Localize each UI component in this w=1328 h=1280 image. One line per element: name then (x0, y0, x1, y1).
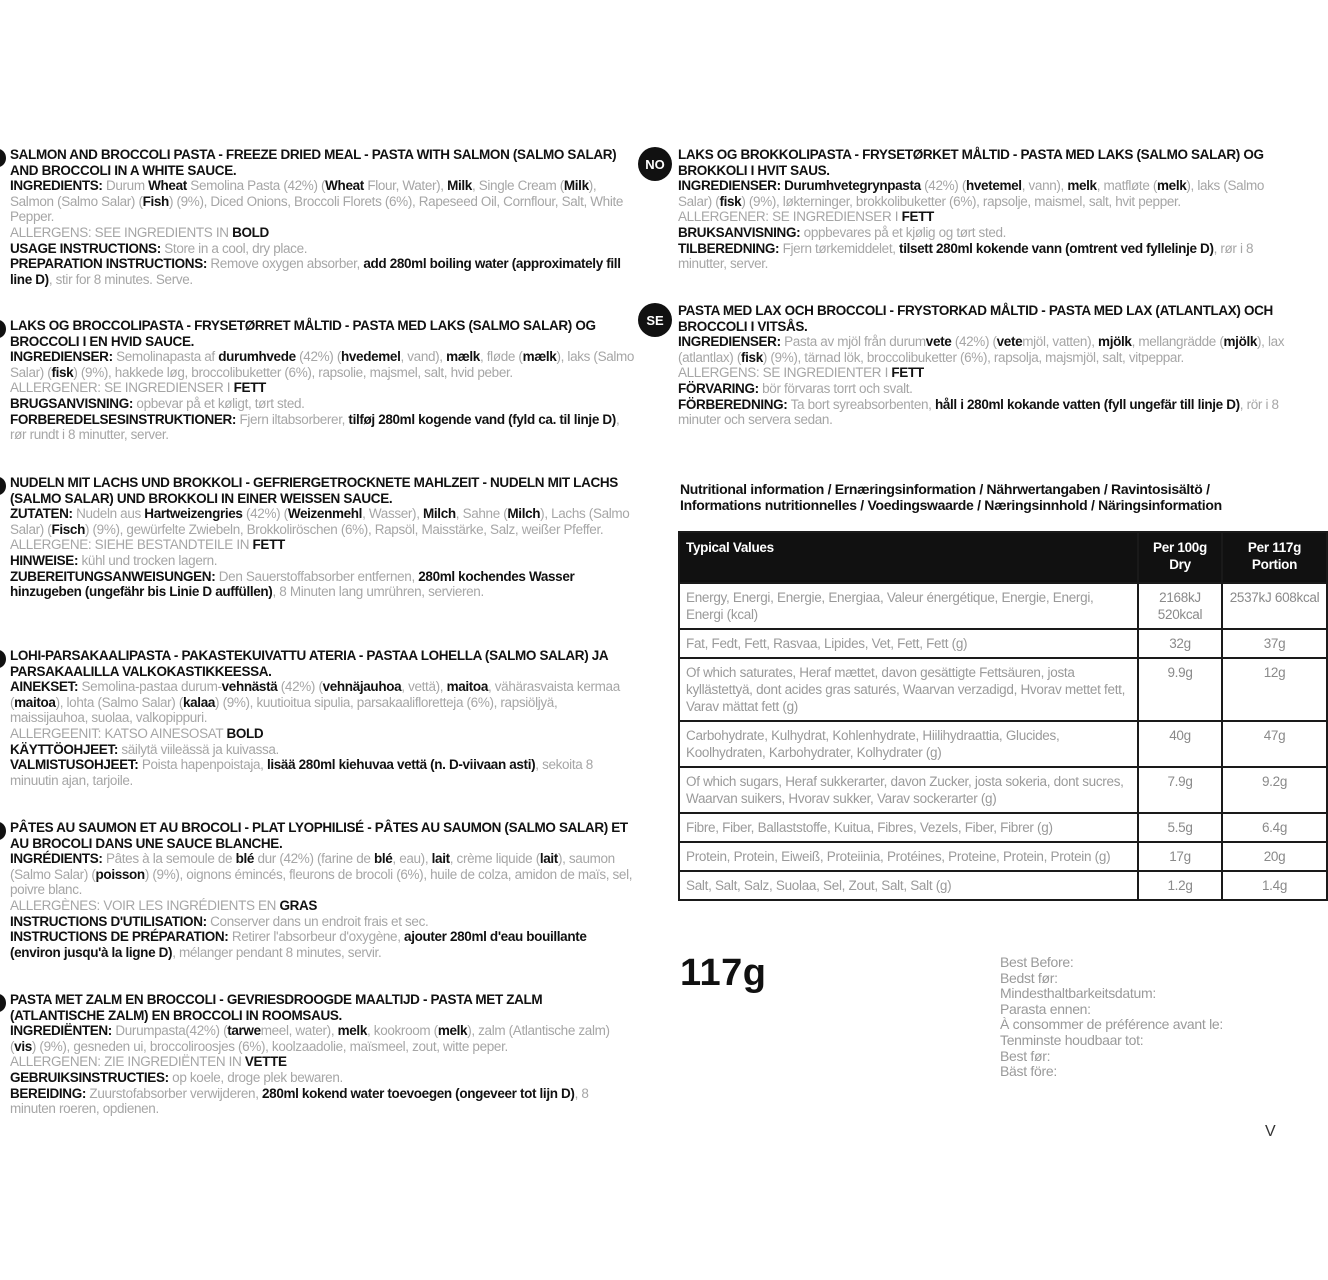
body-text: Remove oxygen absorber, (207, 256, 364, 272)
section-title: PASTA MET ZALM EN BROCCOLI - GEVRIESDROOGDE MAALTIJD - PASTA MET ZALM (ATLANTISCHE ZALM) EN BROCCOLI IN ROOMSAUS. (10, 992, 543, 1023)
bold-text: poisson (95, 866, 145, 882)
best-before-line: Best før: (1000, 1047, 1051, 1064)
body-text: Fjern iltabsorberer, (236, 411, 349, 427)
product-section (10, 820, 635, 960)
section-line (678, 381, 1298, 397)
bold-text: Weizenmehl (287, 506, 363, 522)
body-text: ), lax (atlantlax) ( (678, 334, 1285, 365)
nutrition-row (679, 629, 1327, 658)
body-text: Store in a cool, dry place. (160, 240, 308, 256)
best-before-line: À consommer de préférence avant le: (1000, 1016, 1223, 1033)
language-badge (0, 650, 6, 668)
bold-text: BOLD (226, 725, 264, 741)
body-text: op koele, droge plek bewaren. (168, 1069, 343, 1085)
bold-text: 280ml kokend water toevoegen (ongeveer tot lijn D) (262, 1085, 575, 1101)
section-line (10, 412, 635, 443)
body-text: Zuurstofabsorber verwijderen, (86, 1085, 262, 1101)
bold-text: håll i 280ml kokande vatten (fyll ungefär till linje D) (934, 396, 1240, 412)
nutrient-label: Protein, Protein, Eiweiß, Proteiinia, Protéines, Proteine, Protein, Protein (g) (679, 842, 1138, 871)
nutrient-label: Fat, Fedt, Fett, Rasvaa, Lipides, Vet, Fett, Fett (g) (679, 629, 1138, 658)
nutrition-row (679, 658, 1327, 721)
nutrition-row (679, 842, 1327, 871)
body-text: , vann), (1021, 178, 1068, 194)
field-label: INGREDIENSER: (10, 349, 113, 365)
bold-text: maitoa (14, 694, 56, 710)
bold-text: maitoa (446, 679, 488, 695)
section-line (678, 178, 1298, 209)
body-text: ), Lachs (Salmo Salar) ( (10, 506, 630, 537)
nutrition-header-row (679, 532, 1327, 583)
body-text: , fløde ( (479, 349, 523, 365)
product-section (10, 147, 635, 287)
nutrition-row (679, 813, 1327, 842)
nutrient-label: Carbohydrate, Kulhydrat, Kohlenhydrate, Hiilihydraattia, Glucides, Koolhydraten, Karbohydrater, Kolhydrater (g) (679, 721, 1138, 767)
bold-text: 280ml kochendes Wasser hinzugeben (ungefähr bis Linie D auffüllen) (10, 568, 575, 600)
field-label: INGRÉDIENTS: (10, 851, 103, 867)
language-badge: SE (638, 303, 672, 337)
body-text: (42%) ( (920, 178, 966, 194)
value-per-portion: 47g (1222, 721, 1327, 767)
section-line (10, 851, 635, 898)
bold-text: blé (373, 851, 393, 867)
bold-text: vis (14, 1038, 32, 1054)
body-text: , 8 Minuten lang umrühren, servieren. (272, 584, 484, 600)
section-line (10, 679, 635, 726)
bold-text: tilføj 280ml kogende vand (fyld ca. til linje D) (348, 411, 616, 427)
product-section (10, 475, 635, 600)
bold-text: melk (1157, 178, 1187, 194)
body-text: ), Salmon (Salmo Salar) ( (10, 178, 597, 209)
bold-text: Durumhvetegrynpasta (784, 178, 921, 194)
value-per-100g: 17g (1138, 842, 1222, 871)
bold-text: durumhvede (218, 349, 296, 365)
body-text: Pasta av mjöl från durum (780, 334, 926, 350)
best-before-line: Mindesthaltbarkeitsdatum: (1000, 985, 1156, 1002)
bold-text: mjölk (1223, 334, 1258, 350)
field-label: AINEKSET: (10, 679, 79, 695)
section-line (10, 1054, 635, 1070)
bold-text: Fish (142, 193, 169, 209)
body-text: Nudeln aus (72, 506, 145, 522)
best-before-line: Tenminste houdbaar tot: (1000, 1031, 1144, 1048)
bold-text: Wheat (148, 178, 187, 194)
value-per-100g: 5.5g (1138, 813, 1222, 842)
value-per-100g: 7.9g (1138, 767, 1222, 813)
body-text: Semolina-pastaa durum- (78, 679, 222, 695)
section-line (10, 506, 635, 537)
body-text: , rør i 8 minutter, server. (678, 240, 1254, 272)
value-per-portion: 12g (1222, 658, 1327, 721)
value-per-100g: 40g (1138, 721, 1222, 767)
nutrition-heading-line1: Nutritional information / Ernæringsinformation / Nährwertangaben / Ravintosisältö / (680, 481, 1210, 497)
section-line (10, 225, 635, 241)
bold-text: GRAS (279, 897, 318, 913)
net-weight: 117g (680, 952, 767, 994)
field-label: INGREDIENSER: (678, 178, 781, 194)
body-text: ), laks (Salmo Salar) ( (678, 178, 1265, 209)
section-line (10, 553, 635, 569)
body-text: ALLERGENEN: ZIE INGREDIËNTEN IN (10, 1054, 245, 1070)
section-title: LAKS OG BROKKOLIPASTA - FRYSETØRKET MÅLTID - PASTA MED LAKS (SALMO SALAR) OG BROKKOLI I HVIT SAUS. (678, 147, 1264, 178)
nutrition-row (679, 767, 1327, 813)
product-section (10, 318, 635, 443)
bold-text: lait (539, 851, 558, 867)
body-text: ALLERGENS: SEE INGREDIENTS IN (10, 224, 233, 240)
bold-text: vehnästä (221, 679, 278, 695)
body-text: Conserver dans un endroit frais et sec. (206, 913, 429, 929)
header-typical-values: Typical Values (679, 532, 1138, 583)
section-line (10, 349, 635, 380)
body-text: ), zalm (Atlantische zalm) ( (10, 1023, 610, 1054)
section-title: SALMON AND BROCCOLI PASTA - FREEZE DRIED MEAL - PASTA WITH SALMON (SALMO SALAR) AND BROCCOLI IN A WHITE SAUCE. (10, 147, 617, 178)
field-label: HINWEISE: (10, 552, 79, 568)
body-text: , Single Cream ( (471, 178, 564, 194)
bold-text: lisää 280ml kiehuvaa vettä (n. D-viivaan asti) (266, 757, 536, 773)
section-line (10, 929, 635, 960)
bold-text: melk (337, 1023, 367, 1039)
field-label: INSTRUCTIONS D'UTILISATION: (10, 913, 207, 929)
section-title: LOHI-PARSAKAALIPASTA - PAKASTEKUIVATTU ATERIA - PASTAA LOHELLA (SALMO SALAR) JA PARSAKAALILLA VALKOKASTIKKEESSA. (10, 648, 608, 679)
field-label: PREPARATION INSTRUCTIONS: (10, 256, 207, 272)
language-badge (0, 149, 6, 167)
body-text: , kookroom ( (367, 1023, 438, 1039)
body-text: dur (42%) (farine de (254, 851, 374, 867)
body-text: ALLERGÈNES: VOIR LES INGRÉDIENTS EN (10, 897, 280, 913)
product-section (10, 992, 635, 1117)
field-label: KÄYTTÖOHJEET: (10, 741, 118, 757)
body-text: ) (9%), gesneden ui, broccoliroosjes (6%), koolzaadolie, maïsmeel, zout, witte peper. (31, 1038, 508, 1054)
value-per-portion: 20g (1222, 842, 1327, 871)
body-text: Pâtes à la semoule de (102, 851, 236, 867)
body-text: ) (9%), Diced Onions, Broccoli Florets (6%), Rapeseed Oil, Cornflour, Salt, White Pepper. (10, 193, 624, 225)
body-text: Semolina Pasta (42%) ( (186, 178, 326, 194)
bold-text: tilsett 280ml kokende vann (omtrent ved fyllelinje D) (899, 240, 1214, 256)
body-text: ) (9%), oignons émincés, fleurons de brocoli (6%), huile de colza, amidon de maïs, sel, poivre blanc. (10, 866, 633, 898)
nutrition-row (679, 583, 1327, 629)
bold-text: fisk (719, 193, 742, 209)
field-label: FÖRVARING: (678, 380, 759, 396)
section-line (10, 757, 635, 788)
bold-text: Milch (507, 506, 541, 522)
language-badge (0, 822, 6, 840)
nutrient-label: Of which saturates, Heraf mættet, davon gesättigte Fettsäuren, josta kyllästettyä, dont acides gras saturés, Waarvan verzadigd, Hvorav mettet fett, Varav mättat fett (g) (679, 658, 1138, 721)
body-text: Den Sauerstoffabsorber entfernen, (215, 568, 419, 584)
body-text: ) (9%), tärnad lök, broccolibuketter (6%), rapsolja, majsmjöl, salt, vitpeppar. (762, 349, 1184, 365)
best-before-line: Bedst før: (1000, 969, 1058, 986)
field-label: BRUKSANVISNING: (678, 224, 801, 240)
body-text: , vähärasvaista kermaa ( (10, 679, 620, 710)
bold-text: Milch (423, 506, 456, 522)
bold-text: mælk (446, 349, 480, 365)
body-text: ALLERGEENIT: KATSO AINESOSAT (10, 725, 227, 741)
body-text: , eau), (392, 851, 432, 867)
section-line (678, 365, 1298, 381)
body-text: , stir for 8 minutes. Serve. (48, 271, 193, 287)
body-text: , matfløte ( (1096, 178, 1158, 194)
language-badge (0, 320, 6, 338)
bold-text: mjölk (1098, 334, 1132, 350)
bold-text: kalaa (182, 694, 216, 710)
bold-text: add 280ml boiling water (approximately fill line D) (10, 256, 621, 287)
language-badge (0, 994, 6, 1012)
bold-text: fisk (740, 349, 763, 365)
body-text: Durumpasta(42%) ( (111, 1023, 228, 1039)
bold-text: Hartweizengries (144, 506, 243, 522)
value-per-100g: 2168kJ 520kcal (1138, 583, 1222, 629)
nutrition-row (679, 871, 1327, 900)
bold-text: vete (925, 334, 952, 350)
section-line (10, 569, 635, 600)
product-section (678, 303, 1298, 428)
body-text: Fjern tørkemiddelet, (779, 240, 900, 256)
body-text: ), laks (Salmo Salar) ( (10, 349, 635, 380)
body-text: (42%) ( (295, 349, 341, 365)
body-text: ) (9%), gewürfelte Zwiebeln, Brokkoliröschen (6%), Rapsöl, Maisstärke, Salz, weißer Pfeffer. (84, 521, 604, 537)
body-text: , vand), (400, 349, 447, 365)
section-line (10, 1023, 635, 1054)
body-text: , rør rundt i 8 minutter, server. (10, 411, 620, 443)
best-before-block (1000, 955, 1223, 1080)
body-text: säilytä viileässä ja kuivassa. (117, 741, 279, 757)
body-text: ) (9%), kuutioitua sipulia, parsakaalifloretteja (6%), rapsiöljyä, maissijauhoa, suolaa, valkopippuri. (10, 694, 558, 726)
nutrition-heading-line2: Informations nutritionnelles / Voedingswaarde / Næringsinnhold / Näringsinformation (680, 497, 1222, 513)
bold-text: fisk (51, 364, 74, 380)
body-text: , sekoita 8 minuutin ajan, tarjoile. (10, 757, 593, 788)
body-text: ), lohta (Salmo Salar) ( (55, 694, 183, 710)
bold-text: vete (996, 334, 1023, 350)
corner-text: V (1265, 1123, 1276, 1140)
bold-text: FETT (901, 209, 934, 225)
section-line (10, 380, 635, 396)
nutrient-label: Energy, Energi, Energie, Energiaa, Valeur énergétique, Energie, Energi, Energi (kcal) (679, 583, 1138, 629)
value-per-100g: 32g (1138, 629, 1222, 658)
body-text: meel, water), (260, 1023, 338, 1039)
section-line (678, 397, 1298, 428)
body-text: , crème liquide ( (449, 851, 540, 867)
nutrient-label: Of which sugars, Heraf sukkerarter, davon Zucker, josta sokeria, dont sucres, Waarvan suikers, Hvorav sukker, Varav sockerarter (g) (679, 767, 1138, 813)
body-text: , vettä), (401, 679, 447, 695)
body-text: mjöl, vatten), (1022, 334, 1099, 350)
value-per-portion: 37g (1222, 629, 1327, 658)
nutrient-label: Salt, Salt, Salz, Suolaa, Sel, Zout, Salt, Salt (g) (679, 871, 1138, 900)
body-text: oppbevares på et kjølig og tørt sted. (800, 224, 1007, 240)
field-label: ZUBEREITUNGSANWEISUNGEN: (10, 568, 216, 584)
value-per-100g: 1.2g (1138, 871, 1222, 900)
field-label: BRUGSANVISNING: (10, 395, 134, 411)
body-text: , Sahne ( (455, 506, 508, 522)
body-text: bör förvaras torrt och svalt. (758, 380, 913, 396)
value-per-portion: 6.4g (1222, 813, 1327, 842)
nutrition-heading (680, 481, 1320, 513)
body-text: , Wasser), (362, 506, 423, 522)
bold-text: mælk (522, 349, 557, 365)
bold-text: hvedemel (340, 349, 401, 365)
body-text: (42%) ( (951, 334, 997, 350)
body-text: Durum (102, 178, 149, 194)
language-badge (0, 477, 6, 495)
nutrition-table (678, 531, 1328, 901)
section-title: PÂTES AU SAUMON ET AU BROCOLI - PLAT LYOPHILISÉ - PÂTES AU SAUMON (SALMO SALAR) ET AU BROCOLI DANS UNE SAUCE BLANCHE. (10, 820, 628, 851)
bold-text: FETT (252, 537, 285, 553)
field-label: INGREDIËNTEN: (10, 1023, 112, 1039)
body-text: opbevar på et køligt, tørt sted. (133, 395, 305, 411)
section-title: LAKS OG BROCCOLIPASTA - FRYSETØRRET MÅLTID - PASTA MED LAKS (SALMO SALAR) OG BROCCOLI I EN HVID SAUCE. (10, 318, 596, 349)
field-label: VALMISTUSOHJEET: (10, 757, 139, 773)
section-line (10, 898, 635, 914)
section-title: NUDELN MIT LACHS UND BROKKOLI - GEFRIERGETROCKNETE MAHLZEIT - NUDELN MIT LACHS (SALMO SALAR) UND BROKKOLI IN EINER WEISSEN SAUCE. (10, 475, 618, 506)
product-section (10, 648, 635, 788)
nutrition-row (679, 721, 1327, 767)
bold-text: lait (431, 851, 450, 867)
section-line (10, 256, 635, 287)
body-text: ) (9%), hakkede løg, broccolibuketter (6%), rapsolie, majsmel, salt, hvid peber. (73, 364, 513, 380)
body-text: Flour, Water), (363, 178, 448, 194)
body-text: kühl und trocken lagern. (78, 552, 218, 568)
bold-text: ajouter 280ml d'eau bouillante (environ jusqu'à la ligne D) (10, 929, 587, 960)
value-per-portion: 2537kJ 608kcal (1222, 583, 1327, 629)
section-line (10, 178, 635, 225)
body-text: (42%) ( (242, 506, 288, 522)
field-label: ZUTATEN: (10, 506, 73, 522)
body-text: , mélanger pendant 8 minutes, servir. (172, 944, 382, 960)
body-text: , 8 minuten roeren, opdienen. (10, 1085, 589, 1117)
body-text: ) (9%), løkterninger, brokkolibuketter (6%), rapsolje, maismel, salt, hvit pepper. (741, 193, 1181, 209)
bold-text: Wheat (325, 178, 364, 194)
body-text: (42%) ( (277, 679, 323, 695)
section-line (10, 396, 635, 412)
section-line (10, 241, 635, 257)
bold-text: blé (235, 851, 255, 867)
section-line (678, 225, 1298, 241)
best-before-line: Parasta ennen: (1000, 1000, 1091, 1017)
bold-text: Milk (447, 178, 472, 194)
body-text: ALLERGENS: SE INGREDIENTER I (678, 365, 892, 381)
field-label: BEREIDING: (10, 1085, 87, 1101)
field-label: INGREDIENSER: (678, 334, 781, 350)
field-label: FORBEREDELSESINSTRUKTIONER: (10, 411, 237, 427)
language-badge: NO (638, 147, 672, 181)
section-line (10, 726, 635, 742)
body-text: ALLERGENE: SIEHE BESTANDTEILE IN (10, 537, 253, 553)
section-line (10, 537, 635, 553)
section-line (10, 1086, 635, 1117)
section-line (10, 1070, 635, 1086)
section-line (678, 209, 1298, 225)
field-label: INSTRUCTIONS DE PRÉPARATION: (10, 929, 229, 945)
bold-text: melk (1067, 178, 1097, 194)
section-line (678, 334, 1298, 365)
bold-text: vehnäjauhoa (322, 679, 402, 695)
bold-text: Fisch (51, 521, 85, 537)
bold-text: VETTE (244, 1054, 287, 1070)
product-section (678, 147, 1298, 272)
header-per-portion: Per 117g Portion (1222, 532, 1327, 583)
body-text: Semolinapasta af (112, 349, 219, 365)
bold-text: Milk (563, 178, 589, 194)
field-label: FÖRBEREDNING: (678, 396, 788, 412)
body-text: ALLERGENER: SE INGREDIENSER I (678, 209, 902, 225)
bold-text: BOLD (232, 224, 269, 240)
value-per-100g: 9.9g (1138, 658, 1222, 721)
field-label: GEBRUIKSINSTRUCTIES: (10, 1069, 169, 1085)
field-label: USAGE INSTRUCTIONS: (10, 240, 161, 256)
value-per-portion: 9.2g (1222, 767, 1327, 813)
best-before-line: Bäst före: (1000, 1063, 1057, 1080)
body-text: Ta bort syreabsorbenten, (787, 396, 935, 412)
bold-text: melk (437, 1023, 468, 1039)
body-text: ALLERGENER: SE INGREDIENSER I (10, 380, 234, 396)
nutrient-label: Fibre, Fiber, Ballaststoffe, Kuitua, Fibres, Vezels, Fiber, Fibrer (g) (679, 813, 1138, 842)
header-per-100g: Per 100g Dry (1138, 532, 1222, 583)
value-per-portion: 1.4g (1222, 871, 1327, 900)
section-line (10, 914, 635, 930)
section-line (10, 742, 635, 758)
field-label: TILBEREDNING: (678, 240, 780, 256)
bold-text: FETT (891, 365, 924, 381)
body-text: Poista hapenpoistaja, (138, 757, 267, 773)
bold-text: FETT (233, 380, 266, 396)
section-line (678, 241, 1298, 272)
body-text: ), saumon (Salmo Salar) ( (10, 851, 615, 882)
section-title: PASTA MED LAX OCH BROCCOLI - FRYSTORKAD MÅLTID - PASTA MED LAX (ATLANTLAX) OCH BROCCOLI I VITSÅS. (678, 303, 1273, 334)
body-text: , mellangrädde ( (1131, 334, 1224, 350)
bold-text: hvetemel (965, 178, 1022, 194)
body-text: , rör i 8 minuter och servera sedan. (678, 396, 1279, 428)
field-label: INGREDIENTS: (10, 178, 103, 194)
bold-text: tarwe (227, 1023, 261, 1039)
body-text: Retirer l'absorbeur d'oxygène, (228, 929, 405, 945)
best-before-line: Best Before: (1000, 954, 1074, 970)
